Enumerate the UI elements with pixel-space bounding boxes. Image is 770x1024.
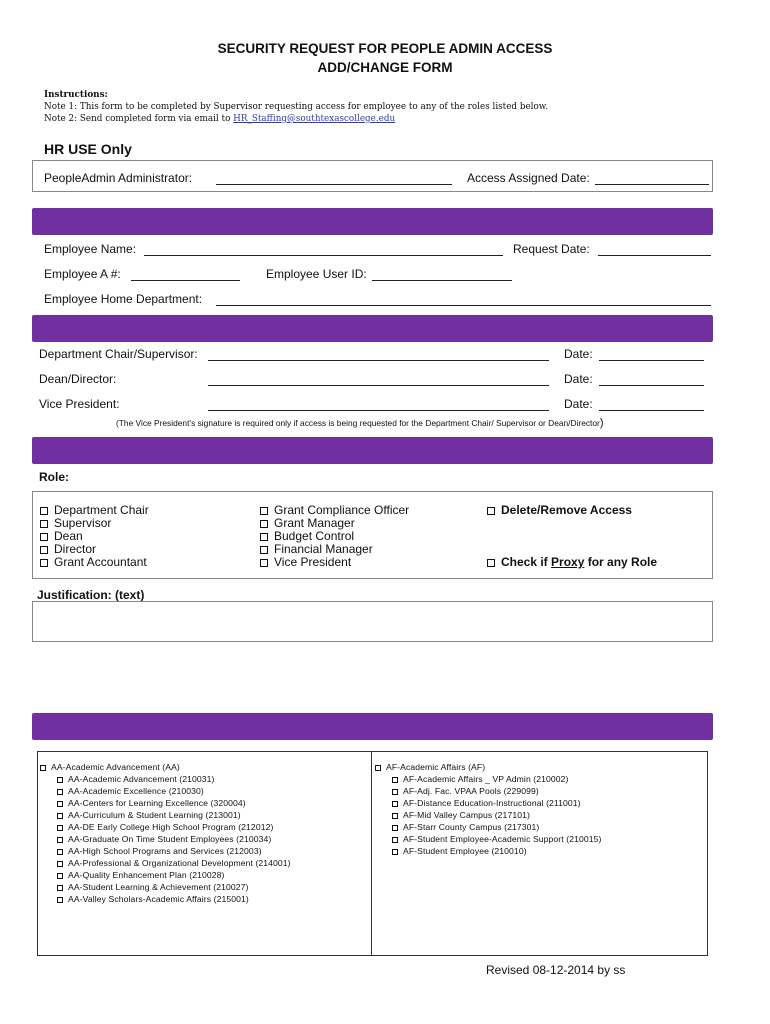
vice-president-signature-field[interactable] [208, 410, 549, 411]
department-item[interactable]: AF-Academic Affairs _ VP Admin (210002) [375, 773, 601, 785]
department-item[interactable]: AA-Quality Enhancement Plan (210028) [40, 869, 291, 881]
department-item[interactable]: AF-Starr County Campus (217301) [375, 821, 601, 833]
checkbox-icon[interactable] [392, 849, 398, 855]
role-option-vice-president[interactable]: Vice President [260, 556, 409, 569]
department-parent-af[interactable]: AF-Academic Affairs (AF) [375, 761, 601, 773]
instructions-heading: Instructions: [44, 90, 108, 100]
department-item[interactable]: AA-Academic Advancement (210031) [40, 773, 291, 785]
chair-date-field[interactable] [599, 360, 704, 361]
checkbox-icon[interactable] [40, 765, 46, 771]
role-option-dean[interactable]: Dean [40, 530, 149, 543]
chair-date-label: Date: [564, 347, 593, 361]
role-option-budget-control[interactable]: Budget Control [260, 530, 409, 543]
instructions-note-2 [44, 114, 395, 124]
checkbox-icon[interactable] [260, 559, 268, 567]
department-chair-signature-field[interactable] [208, 360, 549, 361]
note-2-prefix: Note 2: Send completed form via email to [44, 114, 234, 124]
department-item[interactable]: AF-Mid Valley Campus (217101) [375, 809, 601, 821]
access-assigned-date-field[interactable] [595, 184, 709, 185]
department-chair-supervisor-label: Department Chair/Supervisor: [39, 347, 198, 361]
role-option-grant-accountant[interactable]: Grant Accountant [40, 556, 149, 569]
checkbox-icon[interactable] [392, 837, 398, 843]
vp-date-field[interactable] [599, 410, 704, 411]
department-item[interactable]: AA-Academic Excellence (210030) [40, 785, 291, 797]
vp-signature-note [116, 417, 603, 429]
checkbox-icon[interactable] [40, 533, 48, 541]
section-bar-roles [32, 437, 713, 464]
department-item[interactable]: AA-Professional & Organizational Development (214001) [40, 857, 291, 869]
employee-home-department-label: Employee Home Department: [44, 292, 203, 306]
proxy-option[interactable]: Check if Proxy for any Role [487, 556, 657, 569]
role-option-department-chair[interactable]: Department Chair [40, 504, 149, 517]
checkbox-icon[interactable] [260, 533, 268, 541]
instructions-note-1: Note 1: This form to be completed by Supervisor requesting access for employee to any of the roles listed below. [44, 102, 549, 112]
checkbox-icon[interactable] [57, 813, 63, 819]
dean-director-label: Dean/Director: [39, 372, 117, 386]
department-item[interactable]: AA-DE Early College High School Program (212012) [40, 821, 291, 833]
employee-a-number-field[interactable] [131, 280, 240, 281]
revision-footer: Revised 08-12-2014 by ss [486, 963, 626, 977]
department-list-left [40, 761, 291, 905]
department-item[interactable]: AF-Distance Education-Instructional (211001) [375, 797, 601, 809]
department-item[interactable]: AF-Student Employee (210010) [375, 845, 601, 857]
peopleadmin-administrator-label: PeopleAdmin Administrator: [44, 171, 193, 185]
hr-staffing-email-link[interactable]: HR_Staffing@southtexascollege.edu [233, 114, 396, 124]
checkbox-icon[interactable] [260, 507, 268, 515]
vice-president-label: Vice President: [39, 397, 120, 411]
departments-divider [371, 751, 372, 955]
employee-user-id-field[interactable] [372, 280, 512, 281]
justification-label: Justification: (text) [37, 588, 145, 602]
role-option-supervisor[interactable]: Supervisor [40, 517, 149, 530]
checkbox-icon[interactable] [57, 789, 63, 795]
checkbox-icon[interactable] [57, 897, 63, 903]
department-item[interactable]: AF-Adj. Fac. VPAA Pools (229099) [375, 785, 601, 797]
vp-signature-note-text: (The Vice President’s signature is required only if access is being requested for the Department Chair/ Supervisor or Dean/Director [116, 418, 600, 428]
department-list-right [375, 761, 601, 857]
checkbox-icon[interactable] [40, 559, 48, 567]
checkbox-icon[interactable] [260, 546, 268, 554]
role-column-1 [40, 504, 149, 569]
employee-a-number-label: Employee A #: [44, 267, 121, 281]
department-item[interactable]: AA-Student Learning & Achievement (210027) [40, 881, 291, 893]
department-item[interactable]: AA-Valley Scholars-Academic Affairs (215001) [40, 893, 291, 905]
checkbox-icon[interactable] [57, 825, 63, 831]
department-parent-aa[interactable]: AA-Academic Advancement (AA) [40, 761, 291, 773]
page-title: SECURITY REQUEST FOR PEOPLE ADMIN ACCESS [217, 41, 553, 56]
role-option-financial-manager[interactable]: Financial Manager [260, 543, 409, 556]
dean-date-field[interactable] [599, 385, 704, 386]
checkbox-icon[interactable] [392, 789, 398, 795]
checkbox-icon[interactable] [57, 777, 63, 783]
department-item[interactable]: AA-Centers for Learning Excellence (320004) [40, 797, 291, 809]
employee-home-department-field[interactable] [216, 305, 711, 306]
department-item[interactable]: AF-Student Employee-Academic Support (210015) [375, 833, 601, 845]
checkbox-icon[interactable] [392, 801, 398, 807]
section-bar-approvals [32, 315, 713, 342]
role-heading: Role: [39, 470, 69, 484]
checkbox-icon[interactable] [392, 825, 398, 831]
hr-use-heading: HR USE Only [44, 141, 132, 157]
access-assigned-date-label: Access Assigned Date: [467, 171, 590, 185]
vp-date-label: Date: [564, 397, 593, 411]
justification-input[interactable] [32, 601, 713, 642]
vp-signature-note-close: ) [599, 417, 604, 429]
checkbox-icon[interactable] [375, 765, 381, 771]
checkbox-icon[interactable] [57, 873, 63, 879]
checkbox-icon[interactable] [57, 885, 63, 891]
employee-user-id-label: Employee User ID: [266, 267, 367, 281]
checkbox-icon[interactable] [57, 801, 63, 807]
role-option-director[interactable]: Director [40, 543, 149, 556]
department-item[interactable]: AA-Curriculum & Student Learning (213001) [40, 809, 291, 821]
role-option-grant-manager[interactable]: Grant Manager [260, 517, 409, 530]
department-item[interactable]: AA-High School Programs and Services (212003) [40, 845, 291, 857]
checkbox-icon[interactable] [40, 520, 48, 528]
checkbox-icon[interactable] [40, 546, 48, 554]
employee-name-field[interactable] [144, 255, 503, 256]
role-option-grant-compliance-officer[interactable]: Grant Compliance Officer [260, 504, 409, 517]
page-subtitle: ADD/CHANGE FORM [317, 60, 453, 75]
checkbox-icon[interactable] [57, 837, 63, 843]
section-bar-employee [32, 208, 713, 235]
dean-director-signature-field[interactable] [208, 385, 549, 386]
checkbox-icon[interactable] [392, 813, 398, 819]
checkbox-icon[interactable] [40, 507, 48, 515]
request-date-label: Request Date: [513, 242, 590, 256]
department-item[interactable]: AA-Graduate On Time Student Employees (210034) [40, 833, 291, 845]
checkbox-icon[interactable] [392, 777, 398, 783]
checkbox-icon[interactable] [487, 559, 495, 567]
employee-name-label: Employee Name: [44, 242, 137, 256]
checkbox-icon[interactable] [57, 861, 63, 867]
delete-remove-access-option[interactable]: Delete/Remove Access [487, 504, 632, 517]
peopleadmin-administrator-field[interactable] [216, 184, 452, 185]
request-date-field[interactable] [598, 255, 711, 256]
checkbox-icon[interactable] [260, 520, 268, 528]
checkbox-icon[interactable] [487, 507, 495, 515]
dean-date-label: Date: [564, 372, 593, 386]
section-bar-departments [32, 713, 713, 740]
role-column-2 [260, 504, 409, 569]
checkbox-icon[interactable] [57, 849, 63, 855]
